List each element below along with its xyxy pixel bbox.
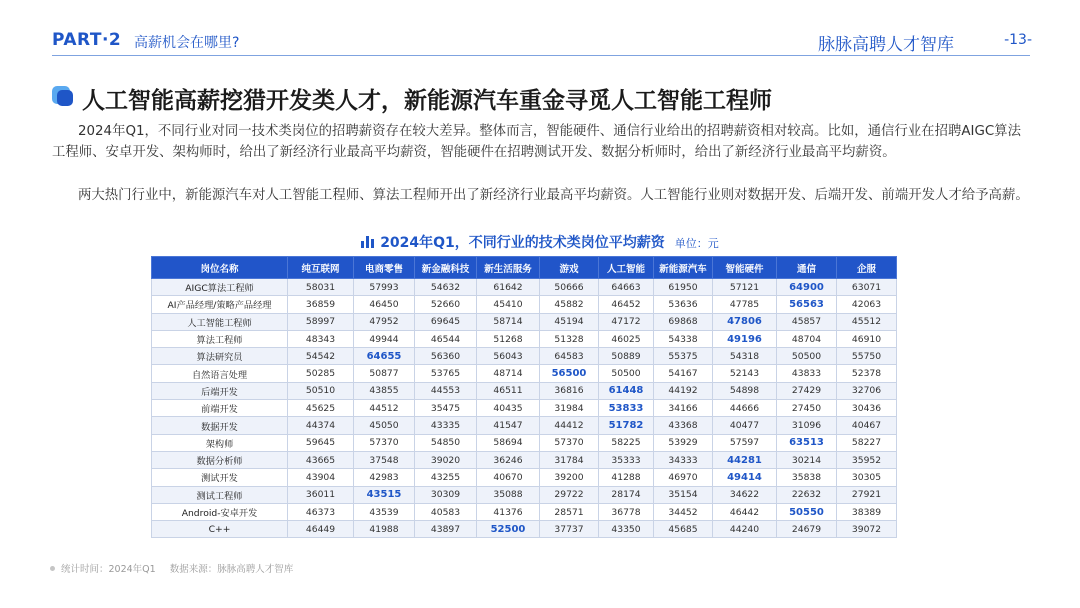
highest-salary-cell: 47806 <box>713 313 777 330</box>
salary-cell: 58225 <box>599 434 654 451</box>
salary-cell: 46910 <box>837 330 897 347</box>
salary-cell: 69868 <box>654 313 713 330</box>
position-name-cell: 后端开发 <box>152 382 288 399</box>
salary-cell: 57370 <box>354 434 415 451</box>
salary-cell: 58227 <box>837 434 897 451</box>
salary-cell: 45882 <box>540 296 599 313</box>
highest-salary-cell: 52500 <box>477 521 540 538</box>
salary-cell: 54167 <box>654 365 713 382</box>
salary-cell: 56043 <box>477 348 540 365</box>
salary-cell: 36246 <box>477 451 540 468</box>
salary-cell: 52660 <box>415 296 477 313</box>
salary-cell: 46442 <box>713 503 777 520</box>
salary-cell: 35333 <box>599 451 654 468</box>
salary-cell: 58714 <box>477 313 540 330</box>
salary-cell: 54898 <box>713 382 777 399</box>
table-row <box>152 469 897 486</box>
highest-salary-cell: 49196 <box>713 330 777 347</box>
salary-cell: 44192 <box>654 382 713 399</box>
position-name-cell: AIGC算法工程师 <box>152 279 288 296</box>
position-name-cell: 数据开发 <box>152 417 288 434</box>
position-name-cell: 自然语言处理 <box>152 365 288 382</box>
salary-cell: 54850 <box>415 434 477 451</box>
salary-cell: 38389 <box>837 503 897 520</box>
salary-cell: 32706 <box>837 382 897 399</box>
salary-cell: 41547 <box>477 417 540 434</box>
salary-cell: 54338 <box>654 330 713 347</box>
paragraph-2-text: 两大热门行业中，新能源汽车对人工智能工程师、算法工程师开出了新经济行业最高平均薪资。人工智能行业则对数据开发、后端开发、前端开发人才给予高薪。 <box>78 188 1029 203</box>
salary-cell: 36011 <box>288 486 354 503</box>
salary-cell: 42063 <box>837 296 897 313</box>
salary-cell: 22632 <box>777 486 837 503</box>
salary-cell: 45050 <box>354 417 415 434</box>
salary-cell: 34452 <box>654 503 713 520</box>
highest-salary-cell: 49414 <box>713 469 777 486</box>
table-row <box>152 382 897 399</box>
salary-cell: 48714 <box>477 365 540 382</box>
highest-salary-cell: 44281 <box>713 451 777 468</box>
salary-cell: 54542 <box>288 348 354 365</box>
table-row <box>152 279 897 296</box>
salary-cell: 48343 <box>288 330 354 347</box>
salary-table <box>151 256 897 538</box>
highest-salary-cell: 51782 <box>599 417 654 434</box>
salary-cell: 57597 <box>713 434 777 451</box>
salary-cell: 30305 <box>837 469 897 486</box>
salary-cell: 40477 <box>713 417 777 434</box>
salary-cell: 45512 <box>837 313 897 330</box>
section-bullet-icon <box>50 84 74 108</box>
salary-cell: 40467 <box>837 417 897 434</box>
salary-cell: 36778 <box>599 503 654 520</box>
salary-cell: 61950 <box>654 279 713 296</box>
salary-cell: 54318 <box>713 348 777 365</box>
section-title: 人工智能高薪挖猎开发类人才，新能源汽车重金寻觅人工智能工程师 <box>82 88 772 114</box>
salary-cell: 45194 <box>540 313 599 330</box>
table-row <box>152 400 897 417</box>
salary-cell: 35952 <box>837 451 897 468</box>
salary-cell: 46450 <box>354 296 415 313</box>
salary-cell: 45410 <box>477 296 540 313</box>
position-name-cell: 人工智能工程师 <box>152 313 288 330</box>
salary-cell: 37737 <box>540 521 599 538</box>
footer <box>50 561 293 575</box>
salary-cell: 48704 <box>777 330 837 347</box>
salary-cell: 39020 <box>415 451 477 468</box>
highest-salary-cell: 50550 <box>777 503 837 520</box>
salary-cell: 35088 <box>477 486 540 503</box>
salary-cell: 34333 <box>654 451 713 468</box>
column-header: 人工智能 <box>599 257 654 279</box>
table-row <box>152 434 897 451</box>
salary-cell: 28571 <box>540 503 599 520</box>
table-header-row <box>152 257 897 279</box>
column-header: 游戏 <box>540 257 599 279</box>
highest-salary-cell: 64900 <box>777 279 837 296</box>
column-header: 新金融科技 <box>415 257 477 279</box>
salary-cell: 47785 <box>713 296 777 313</box>
salary-cell: 41376 <box>477 503 540 520</box>
salary-cell: 34166 <box>654 400 713 417</box>
footer-dot-icon <box>50 566 55 571</box>
salary-cell: 45685 <box>654 521 713 538</box>
table-row <box>152 330 897 347</box>
salary-cell: 43350 <box>599 521 654 538</box>
salary-cell: 53765 <box>415 365 477 382</box>
salary-cell: 43335 <box>415 417 477 434</box>
column-header: 智能硬件 <box>713 257 777 279</box>
salary-cell: 31784 <box>540 451 599 468</box>
salary-cell: 64583 <box>540 348 599 365</box>
salary-cell: 43904 <box>288 469 354 486</box>
highest-salary-cell: 43515 <box>354 486 415 503</box>
salary-cell: 41288 <box>599 469 654 486</box>
salary-cell: 28174 <box>599 486 654 503</box>
salary-cell: 36859 <box>288 296 354 313</box>
paragraph-1-text: 2024年Q1，不同行业对同一技术类岗位的招聘薪资存在较大差异。整体而言，智能硬件、通信行业给出的招聘薪资相对较高。比如，通信行业在招聘AIGC算法工程师、安卓开发、架构师时，给出了新经济行业最高平均薪资，智能硬件在招聘测试开发、数据分析师时，给出了新经济行业最高平均薪资。 <box>52 124 1021 160</box>
highest-salary-cell: 53833 <box>599 400 654 417</box>
salary-cell: 54632 <box>415 279 477 296</box>
salary-cell: 44666 <box>713 400 777 417</box>
salary-cell: 27921 <box>837 486 897 503</box>
part-label: PART·2 <box>52 30 122 50</box>
salary-cell: 46970 <box>654 469 713 486</box>
highest-salary-cell: 64655 <box>354 348 415 365</box>
salary-cell: 53636 <box>654 296 713 313</box>
salary-cell: 43665 <box>288 451 354 468</box>
salary-cell: 50877 <box>354 365 415 382</box>
salary-cell: 57121 <box>713 279 777 296</box>
salary-cell: 46373 <box>288 503 354 520</box>
salary-cell: 46511 <box>477 382 540 399</box>
position-name-cell: 测试工程师 <box>152 486 288 503</box>
table-title-text: 2024年Q1，不同行业的技术类岗位平均薪资 <box>380 235 665 251</box>
table-row <box>152 313 897 330</box>
highest-salary-cell: 61448 <box>599 382 654 399</box>
salary-cell: 24679 <box>777 521 837 538</box>
footer-stat-time: 统计时间：2024年Q1 <box>61 564 156 575</box>
salary-cell: 40670 <box>477 469 540 486</box>
salary-cell: 53929 <box>654 434 713 451</box>
salary-cell: 43897 <box>415 521 477 538</box>
salary-cell: 44240 <box>713 521 777 538</box>
salary-cell: 29722 <box>540 486 599 503</box>
highest-salary-cell: 56563 <box>777 296 837 313</box>
salary-cell: 40583 <box>415 503 477 520</box>
table-row <box>152 503 897 520</box>
position-name-cell: 算法研究员 <box>152 348 288 365</box>
salary-cell: 44553 <box>415 382 477 399</box>
salary-cell: 51328 <box>540 330 599 347</box>
salary-cell: 57370 <box>540 434 599 451</box>
salary-cell: 55750 <box>837 348 897 365</box>
salary-cell: 30436 <box>837 400 897 417</box>
paragraph-2 <box>52 186 1032 207</box>
highest-salary-cell: 63513 <box>777 434 837 451</box>
top-bar <box>0 0 1080 62</box>
salary-cell: 46025 <box>599 330 654 347</box>
salary-cell: 31096 <box>777 417 837 434</box>
salary-cell: 46452 <box>599 296 654 313</box>
salary-cell: 43368 <box>654 417 713 434</box>
position-name-cell: 算法工程师 <box>152 330 288 347</box>
salary-cell: 64663 <box>599 279 654 296</box>
salary-cell: 27450 <box>777 400 837 417</box>
salary-cell: 50500 <box>599 365 654 382</box>
salary-cell: 59645 <box>288 434 354 451</box>
salary-cell: 30214 <box>777 451 837 468</box>
highest-salary-cell: 56500 <box>540 365 599 382</box>
salary-cell: 43855 <box>354 382 415 399</box>
position-name-cell: 架构师 <box>152 434 288 451</box>
position-name-cell: 前端开发 <box>152 400 288 417</box>
page-number: -13- <box>1004 32 1032 48</box>
salary-cell: 47172 <box>599 313 654 330</box>
table-row <box>152 365 897 382</box>
column-header: 新生活服务 <box>477 257 540 279</box>
salary-cell: 58694 <box>477 434 540 451</box>
table-body <box>152 279 897 538</box>
position-name-cell: 测试开发 <box>152 469 288 486</box>
part-subtitle: 高薪机会在哪里? <box>134 35 240 51</box>
salary-cell: 34622 <box>713 486 777 503</box>
salary-cell: 27429 <box>777 382 837 399</box>
salary-cell: 36816 <box>540 382 599 399</box>
salary-cell: 43255 <box>415 469 477 486</box>
salary-cell: 58997 <box>288 313 354 330</box>
salary-cell: 46449 <box>288 521 354 538</box>
column-header: 电商零售 <box>354 257 415 279</box>
column-header: 纯互联网 <box>288 257 354 279</box>
salary-cell: 63071 <box>837 279 897 296</box>
salary-cell: 46544 <box>415 330 477 347</box>
salary-cell: 57993 <box>354 279 415 296</box>
bar-chart-icon <box>361 236 374 248</box>
salary-cell: 35475 <box>415 400 477 417</box>
position-name-cell: Android-安卓开发 <box>152 503 288 520</box>
salary-cell: 52143 <box>713 365 777 382</box>
salary-cell: 50285 <box>288 365 354 382</box>
salary-cell: 42983 <box>354 469 415 486</box>
salary-cell: 39200 <box>540 469 599 486</box>
salary-cell: 41988 <box>354 521 415 538</box>
salary-cell: 43833 <box>777 365 837 382</box>
salary-cell: 43539 <box>354 503 415 520</box>
table-row <box>152 348 897 365</box>
salary-cell: 52378 <box>837 365 897 382</box>
salary-cell: 58031 <box>288 279 354 296</box>
table-row <box>152 417 897 434</box>
paragraph-1 <box>52 122 1032 163</box>
column-header-position: 岗位名称 <box>152 257 288 279</box>
position-name-cell: C++ <box>152 521 288 538</box>
column-header: 新能源汽车 <box>654 257 713 279</box>
salary-cell: 49944 <box>354 330 415 347</box>
salary-cell: 51268 <box>477 330 540 347</box>
salary-cell: 37548 <box>354 451 415 468</box>
salary-cell: 56360 <box>415 348 477 365</box>
salary-cell: 61642 <box>477 279 540 296</box>
footer-source: 数据来源：脉脉高聘人才智库 <box>169 564 294 575</box>
table-row <box>152 451 897 468</box>
table-row <box>152 521 897 538</box>
salary-cell: 31984 <box>540 400 599 417</box>
salary-cell: 45625 <box>288 400 354 417</box>
brand-name: 脉脉高聘人才智库 <box>818 35 954 55</box>
salary-cell: 69645 <box>415 313 477 330</box>
salary-cell: 45857 <box>777 313 837 330</box>
column-header: 通信 <box>777 257 837 279</box>
column-header: 企服 <box>837 257 897 279</box>
header-divider <box>52 55 1030 56</box>
salary-cell: 50500 <box>777 348 837 365</box>
salary-cell: 40435 <box>477 400 540 417</box>
salary-cell: 50510 <box>288 382 354 399</box>
salary-cell: 44374 <box>288 417 354 434</box>
salary-cell: 55375 <box>654 348 713 365</box>
salary-cell: 44412 <box>540 417 599 434</box>
salary-cell: 35838 <box>777 469 837 486</box>
salary-cell: 30309 <box>415 486 477 503</box>
salary-cell: 35154 <box>654 486 713 503</box>
position-name-cell: AI产品经理/策略产品经理 <box>152 296 288 313</box>
table-title <box>0 232 1080 252</box>
salary-cell: 44512 <box>354 400 415 417</box>
salary-cell: 39072 <box>837 521 897 538</box>
position-name-cell: 数据分析师 <box>152 451 288 468</box>
table-row <box>152 296 897 313</box>
salary-cell: 50889 <box>599 348 654 365</box>
salary-cell: 50666 <box>540 279 599 296</box>
salary-cell: 47952 <box>354 313 415 330</box>
table-unit: 单位：元 <box>674 237 719 250</box>
table-row <box>152 486 897 503</box>
